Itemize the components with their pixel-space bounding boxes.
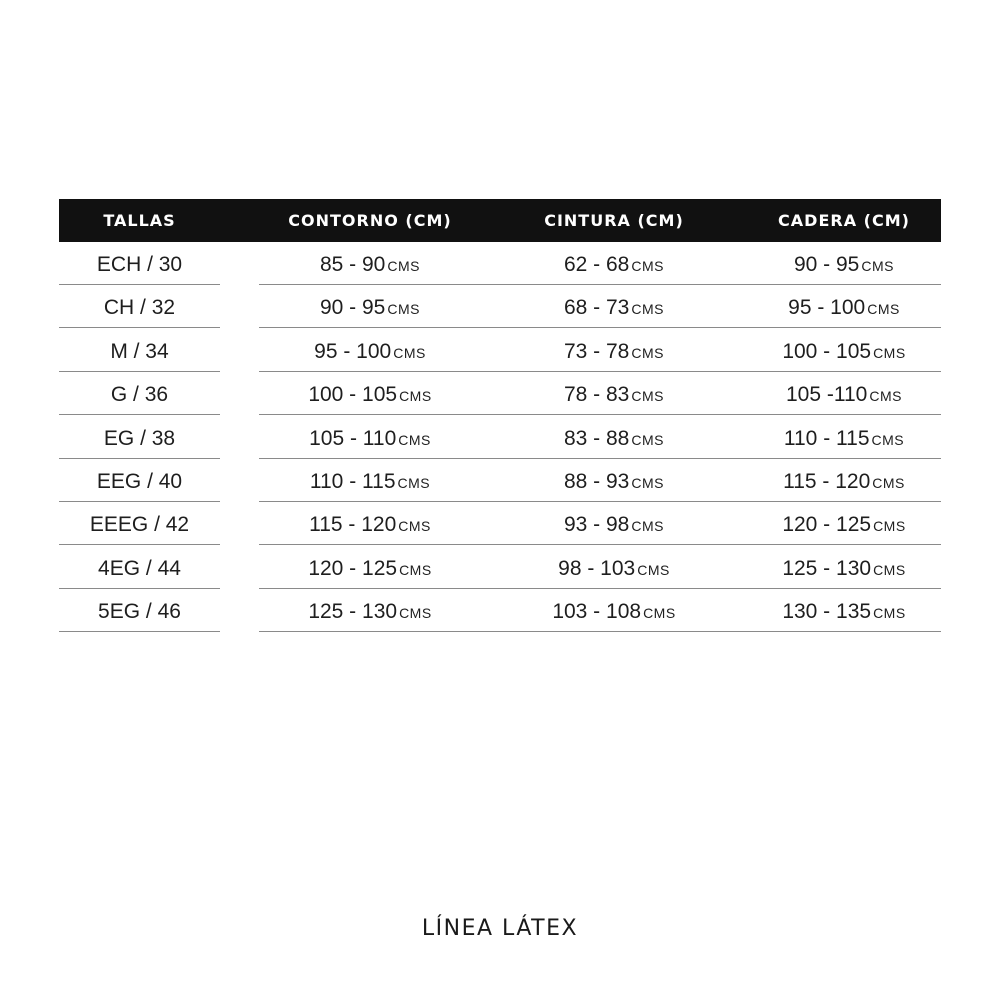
table-body (59, 242, 941, 633)
table-row (59, 459, 941, 502)
unit-label: CMS (631, 344, 664, 361)
cell-value: 93 - 98 (563, 513, 630, 537)
unit-label: CMS (397, 474, 431, 491)
cell-cintura (481, 285, 747, 328)
cell-size (59, 416, 220, 459)
header-cintura: CINTURA (CM) (544, 211, 684, 230)
table-row (59, 589, 941, 632)
cell-value: 130 - 135 (782, 600, 872, 624)
cell-value: 85 - 90 (319, 253, 386, 276)
unit-label: CMS (631, 518, 664, 535)
cell-value: EG / 38 (103, 426, 176, 450)
cell-contorno (259, 372, 481, 415)
unit-label: CMS (393, 344, 426, 361)
cell-size (59, 546, 220, 589)
cell-cadera (747, 242, 941, 285)
table-header (59, 199, 941, 242)
cell-value: EEEG / 42 (89, 513, 190, 537)
cell-value: 103 - 108 (552, 600, 642, 624)
unit-label: CMS (869, 388, 902, 405)
unit-label: CMS (873, 518, 906, 535)
unit-label: CMS (643, 605, 676, 622)
cell-value: 125 - 130 (782, 556, 872, 580)
cell-value: 105 - 110 (309, 426, 397, 450)
cell-value: 95 - 100 (314, 339, 392, 363)
cell-cadera (747, 416, 941, 459)
table-row (59, 242, 941, 285)
cell-value: 5EG / 46 (98, 600, 181, 624)
unit-label: CMS (399, 605, 432, 622)
cell-value: 125 - 130 (308, 600, 398, 624)
cell-size (59, 242, 220, 285)
cell-size (59, 589, 220, 632)
cell-contorno (259, 416, 481, 459)
cell-contorno (259, 459, 481, 502)
cell-value: 88 - 93 (563, 469, 630, 493)
table-row (59, 285, 941, 328)
unit-label: CMS (861, 258, 894, 274)
cell-value: CH / 32 (103, 296, 176, 320)
cell-value: 115 - 120 (783, 469, 871, 493)
cell-size (59, 502, 220, 545)
cell-size (59, 459, 220, 502)
cell-cadera (747, 459, 941, 502)
unit-label: CMS (398, 431, 431, 448)
unit-label: CMS (872, 474, 905, 491)
cell-cintura (481, 546, 747, 589)
unit-label: CMS (873, 605, 906, 622)
cell-cadera (747, 502, 941, 545)
cell-value: 120 - 125 (308, 556, 398, 580)
unit-label: CMS (631, 301, 664, 318)
cell-value: 90 - 95 (793, 253, 860, 276)
unit-label: CMS (631, 388, 664, 405)
cell-contorno (259, 546, 481, 589)
header-tallas: TALLAS (103, 211, 176, 230)
table-row (59, 546, 941, 589)
table-row (59, 372, 941, 415)
cell-value: 4EG / 44 (98, 556, 181, 580)
cell-cintura (481, 459, 747, 502)
cell-value: 98 - 103 (558, 556, 636, 580)
unit-label: CMS (871, 431, 905, 448)
unit-label: CMS (637, 561, 670, 578)
unit-label: CMS (399, 561, 432, 578)
cell-value: 68 - 73 (563, 296, 630, 320)
cell-cadera (747, 589, 941, 632)
cell-contorno (259, 242, 481, 285)
cell-value: 105 -110 (786, 383, 868, 407)
cell-value: 110 - 115 (783, 426, 870, 450)
cell-contorno (259, 502, 481, 545)
table-row (59, 502, 941, 545)
cell-cadera (747, 285, 941, 328)
cell-value: 73 - 78 (563, 339, 630, 363)
cell-value: G / 36 (110, 383, 169, 407)
unit-label: CMS (387, 258, 420, 274)
cell-value: ECH / 30 (96, 253, 183, 276)
row-divider (259, 631, 941, 632)
cell-value: 110 - 115 (309, 469, 396, 493)
unit-label: CMS (631, 474, 664, 491)
cell-value: 83 - 88 (563, 426, 630, 450)
unit-label: CMS (387, 301, 420, 318)
cell-value: 115 - 120 (309, 513, 397, 537)
cell-value: 120 - 125 (782, 513, 872, 537)
cell-cintura (481, 242, 747, 285)
cell-cintura (481, 589, 747, 632)
unit-label: CMS (398, 518, 431, 535)
cell-cintura (481, 502, 747, 545)
table-row (59, 329, 941, 372)
cell-value: 78 - 83 (563, 383, 630, 407)
table-row (59, 416, 941, 459)
unit-label: CMS (873, 344, 906, 361)
cell-value: 62 - 68 (563, 253, 630, 276)
cell-value: 100 - 105 (308, 383, 398, 407)
cell-value: 100 - 105 (782, 339, 872, 363)
header-contorno: CONTORNO (CM) (288, 211, 452, 230)
cell-value: M / 34 (110, 339, 169, 363)
unit-label: CMS (399, 388, 432, 405)
cell-size (59, 285, 220, 328)
product-line-title: LÍNEA LÁTEX (421, 916, 579, 941)
size-chart-table (59, 199, 941, 633)
cell-cintura (481, 372, 747, 415)
cell-value: 95 - 100 (788, 296, 866, 320)
unit-label: CMS (631, 431, 664, 448)
cell-value: EEG / 40 (96, 469, 183, 493)
cell-cintura (481, 416, 747, 459)
cell-contorno (259, 329, 481, 372)
cell-size (59, 372, 220, 415)
cell-cadera (747, 546, 941, 589)
unit-label: CMS (867, 301, 900, 318)
unit-label: CMS (631, 258, 664, 274)
unit-label: CMS (873, 561, 906, 578)
header-cadera: CADERA (CM) (778, 211, 910, 230)
cell-cadera (747, 329, 941, 372)
cell-contorno (259, 285, 481, 328)
cell-size (59, 329, 220, 372)
cell-cintura (481, 329, 747, 372)
cell-value: 90 - 95 (319, 296, 386, 320)
cell-contorno (259, 589, 481, 632)
cell-cadera (747, 372, 941, 415)
